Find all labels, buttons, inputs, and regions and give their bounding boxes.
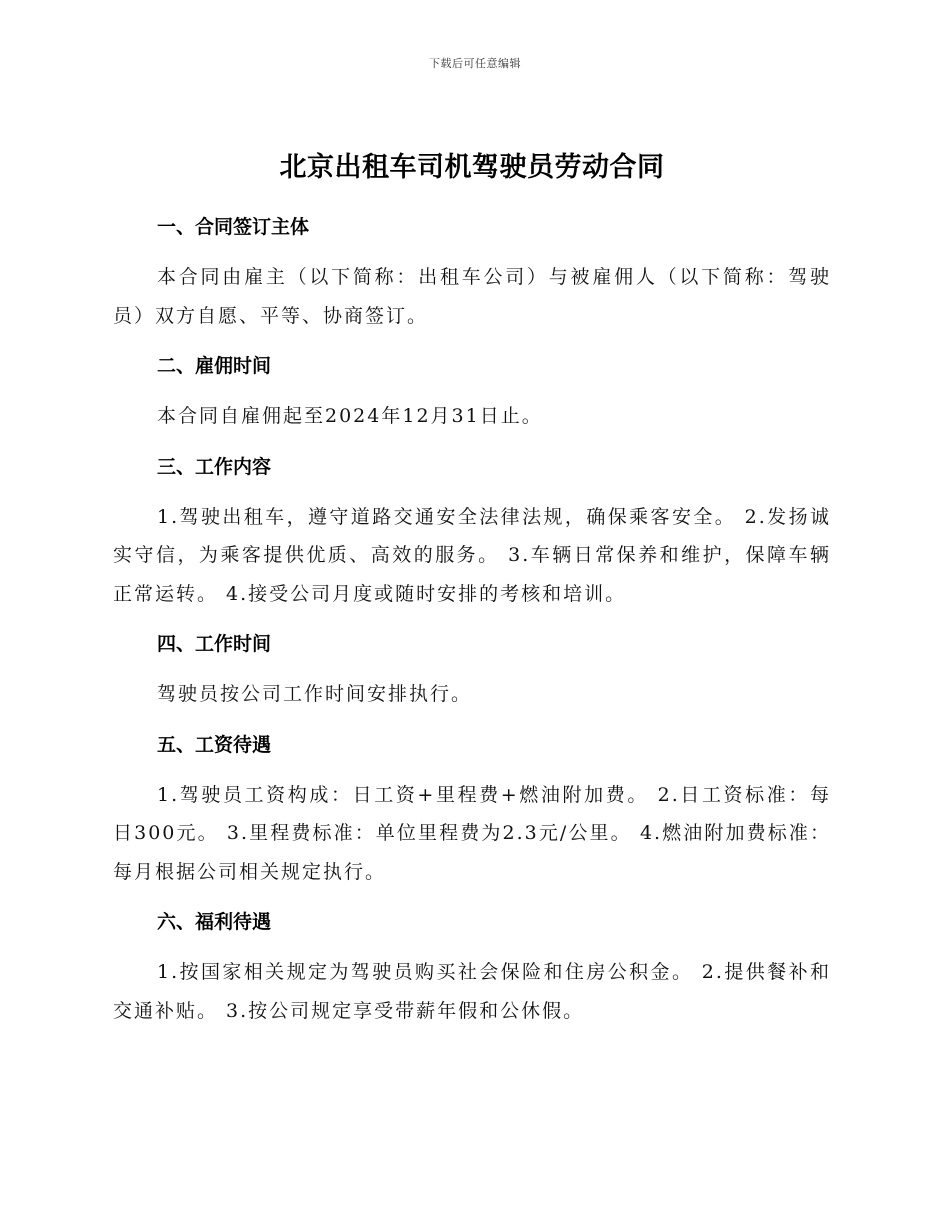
section-paragraph: 1.按国家相关规定为驾驶员购买社会保险和住房公积金。 2.提供餐补和交通补贴。 3.按公司规定享受带薪年假和公休假。 [113, 961, 831, 1022]
section-heading: 三、工作内容 [157, 455, 272, 478]
document-title: 北京出租车司机驾驶员劳动合同 [279, 152, 665, 183]
section-heading: 一、合同签订主体 [157, 216, 310, 238]
section-job-content [113, 452, 831, 614]
section-paragraph: 本合同由雇主（以下简称：出租车公司）与被雇佣人（以下简称：驾驶员）双方自愿、平等、协商签订。 [113, 266, 831, 327]
section-parties [113, 212, 831, 335]
section-paragraph: 1.驾驶出租车，遵守道路交通安全法律法规，确保乘客安全。 2.发扬诚实守信，为乘客提供优质、高效的服务。 3.车辆日常保养和维护，保障车辆正常运转。 4.接受公司月度或随时安排的考核和培训。 [113, 505, 831, 605]
page-header-note: 下载后可任意编辑 [429, 57, 521, 70]
section-heading: 六、福利待遇 [157, 911, 272, 933]
section-heading: 四、工作时间 [157, 633, 272, 655]
section-working-hours [113, 629, 831, 714]
section-benefits [113, 907, 831, 1030]
section-heading: 二、雇佣时间 [157, 355, 272, 377]
document-body [113, 146, 831, 1064]
section-heading: 五、工资待遇 [157, 733, 272, 756]
section-employment-period [113, 351, 831, 436]
section-paragraph: 本合同自雇佣起至2024年12月31日止。 [157, 405, 543, 427]
section-salary [113, 730, 831, 892]
section-paragraph: 1.驾驶员工资构成：日工资+里程费+燃油附加费。 2.日工资标准：每日300元。 3.里程费标准：单位里程费为2.3元/公里。 4.燃油附加费标准：每月根据公司相关规定执行。 [113, 783, 831, 883]
section-paragraph: 驾驶员按公司工作时间安排执行。 [157, 683, 473, 705]
